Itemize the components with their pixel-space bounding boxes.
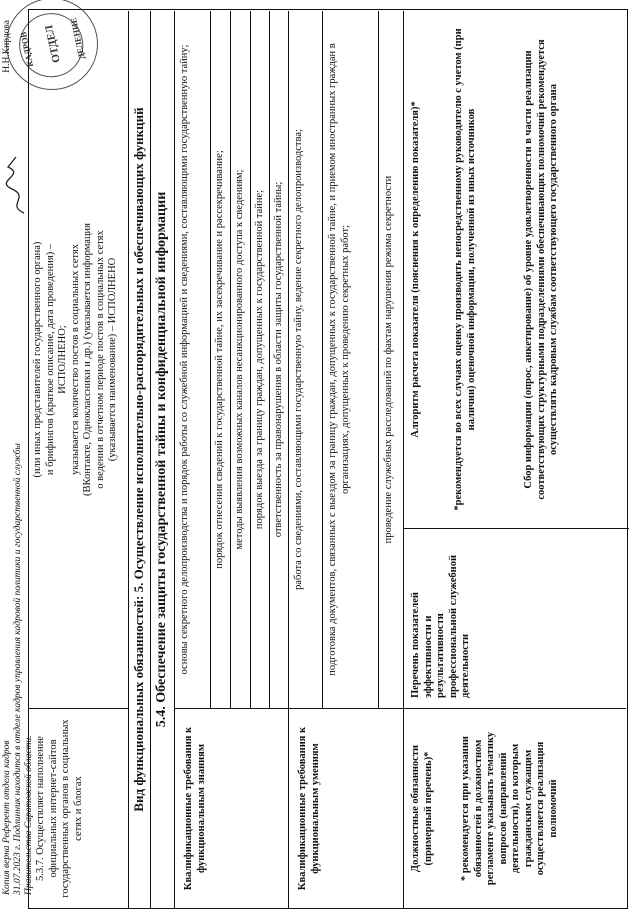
row1-right-cell — [29, 11, 129, 708]
row1-line-4: указывается количество постов в социальных сетях — [69, 244, 81, 475]
algorithm-note-2: Сбор информации (опрос, анкетирование) об уровне удовлетворенности в части реализации соответствующих структурными подразделениями обеспечивающих полномочий рекомендуется осуществлять кадровым службам соответствующего государственного органа — [523, 39, 559, 500]
knowledge-item-4: порядок выезда за границу граждан, допущенных к государственной тайне; — [251, 11, 270, 708]
row1-line-2: и брифингов (краткое описание, дата проведения) – — [44, 243, 56, 476]
row1-line-7: (указывается наименование) – ИСПОЛНЕНО — [107, 257, 118, 462]
row1-line-1: (или иных представителей государственного органа) — [32, 241, 43, 478]
knowledge-item-5: ответственность за правонарушения в области защиты государственной тайны; — [270, 11, 289, 708]
skills-item-2: подготовка документов, связанных с выездом за границу граждан, допущенных к государственной тайне, и приемом иностранных граждан в организациях, допущенных к проведению секретных работ; — [323, 11, 379, 708]
section-heading: Вид функциональных обязанностей: 5. Осуществление исполнительно-распорядительных и обеспечивающих функций — [129, 11, 151, 908]
row1-line-6: о ведении в отчетном периоде постов в социальных сетях — [94, 230, 106, 489]
algorithm-header: Алгоритм расчета показателя (пояснения к определению показателя)* — [410, 101, 421, 438]
copy-note: Копия верна Референт отдела кадров — [2, 740, 12, 895]
duties-note: * рекомендуется при указании обязанностей в должностном регламенте указывать тематику вопросов (направлений деятельности), по которым гражданским служащим осуществляется реализация полномочий — [456, 708, 626, 908]
duties-header: Должностные обязанности (примерный перечень)* — [404, 708, 456, 908]
org-note: Правительства Саратовской области. — [24, 735, 34, 895]
handwritten-signature — [2, 155, 32, 215]
indicators-header: Перечень показателей эффективности и результативности профессиональной служебной деятельности — [404, 528, 629, 708]
skills-item-3: проведение служебных расследований по фактам нарушения режима секретности — [379, 11, 404, 708]
row1-left-cell — [29, 708, 129, 908]
subsection-heading: 5.4. Обеспечение защиты государственной тайны и конфиденциальной информации — [151, 11, 175, 908]
algorithm-note-1: *рекомендуется во всех случаях оценку производить непосредственному руководителю с учетом (при наличии) оценочной информации, полученной из иных источников — [453, 28, 477, 511]
row1-line-3: ИСПОЛНЕНО; — [57, 325, 68, 394]
stamp-bottom-text: ДЕЛЕНИЕ — [68, 16, 87, 61]
skills-item-1: работа со сведениями, составляющими государственную тайну, ведение секретного делопроизводства; — [289, 11, 323, 708]
stamp-center-text: ОТДЕЛ — [43, 23, 63, 64]
date-note: 31.07.2023 г. Подлинник находится в отделе кадров управления кадровой политики и государственной службы — [13, 443, 23, 895]
knowledge-item-3: методы выявления возможных каналов несанкционированного доступа к сведениям; — [231, 11, 251, 708]
signer-name: Н.Н.Кирдова — [2, 20, 12, 73]
knowledge-item-2: порядок отнесения сведений к государственной тайне, их засекречивание и рассекречивание; — [211, 11, 231, 708]
requirements-table — [28, 9, 628, 909]
row1-left-text: 5.3.7. Осуществляет наполнение официальных интернет-сайтов государственных органов в социальных сетях и блогах — [35, 719, 84, 898]
row1-line-5: (ВКонтакте, Одноклассники и др.) (указывается информация — [82, 222, 93, 497]
stamp-outer-text: КАДРОВ — [17, 30, 36, 68]
knowledge-item-1: основы секретного делопроизводства и порядок работы со служебной информацией и сведениями, составляющими государственную тайну; — [175, 11, 211, 708]
skills-label: Квалификационные требования к функциональным умениям — [289, 708, 404, 908]
knowledge-label: Квалификационные требования к функциональным знаниям — [175, 708, 289, 908]
